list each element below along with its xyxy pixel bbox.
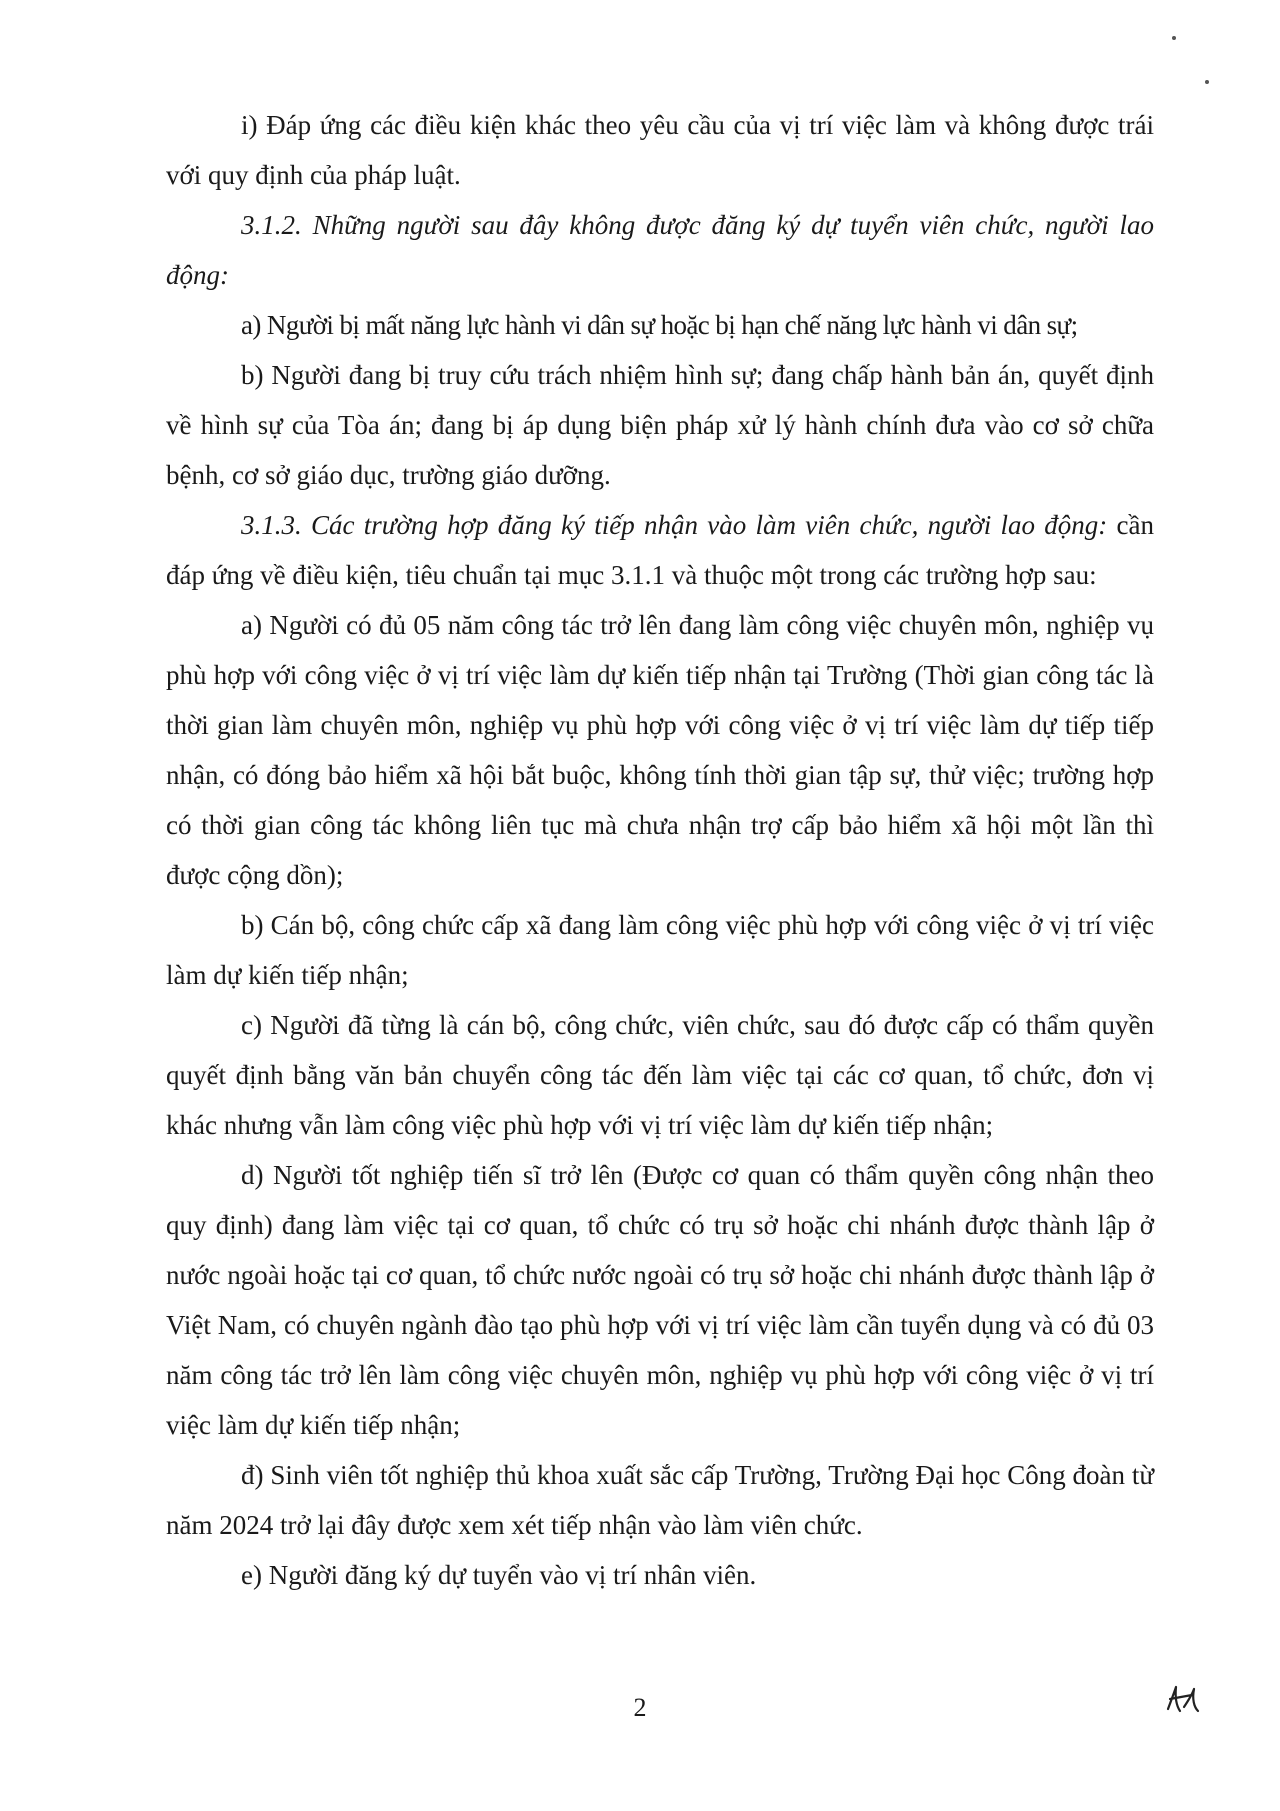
paragraph-3-1-3-d: d) Người tốt nghiệp tiến sĩ trở lên (Được cơ quan có thẩm quyền công nhận theo quy định) đang làm việc tại cơ quan, tổ chức có trụ sở hoặc chi nhánh được thành lập ở nước ngoài hoặc tại cơ quan, tổ chức nước ngoài có trụ sở hoặc chi nhánh được thành lập ở Việt Nam, có chuyên ngành đào tạo phù hợp với vị trí việc làm cần tuyển dụng và có đủ 03 năm công tác trở lên làm công việc chuyên môn, nghiệp vụ phù hợp với công việc ở vị trí việc làm dự kiến tiếp nhận;: [166, 1160, 1154, 1440]
heading-3-1-3: [166, 500, 1154, 600]
handwritten-initial-icon: [1162, 1683, 1202, 1717]
paragraph-3-1-3-dd: đ) Sinh viên tốt nghiệp thủ khoa xuất sắc cấp Trường, Trường Đại học Công đoàn từ năm 2024 trở lại đây được xem xét tiếp nhận vào làm viên chức.: [166, 1460, 1154, 1540]
paragraph-3-1-2-a: a) Người bị mất năng lực hành vi dân sự hoặc bị hạn chế năng lực hành vi dân sự;: [241, 310, 1078, 340]
paragraph-3-1-3-a: a) Người có đủ 05 năm công tác trở lên đang làm công việc chuyên môn, nghiệp vụ phù hợp với công việc ở vị trí việc làm dự kiến tiếp nhận tại Trường (Thời gian công tác là thời gian làm chuyên môn, nghiệp vụ phù hợp với công việc ở vị trí việc làm dự tiếp tiếp nhận, có đóng bảo hiểm xã hội bắt buộc, không tính thời gian tập sự, thử việc; trường hợp có thời gian công tác không liên tục mà chưa nhận trợ cấp bảo hiểm xã hội một lần thì được cộng dồn);: [166, 610, 1154, 890]
scan-speck: [1172, 36, 1176, 40]
paragraph-3-1-3-b: b) Cán bộ, công chức cấp xã đang làm công việc phù hợp với công việc ở vị trí việc làm dự kiến tiếp nhận;: [166, 910, 1154, 990]
paragraph-3-1-3-e: e) Người đăng ký dự tuyển vào vị trí nhân viên.: [241, 1560, 757, 1590]
paragraph-3-1-3-c: c) Người đã từng là cán bộ, công chức, viên chức, sau đó được cấp có thẩm quyền quyết định bằng văn bản chuyển công tác đến làm việc tại các cơ quan, tổ chức, đơn vị khác nhưng vẫn làm công việc phù hợp với vị trí việc làm dự kiến tiếp nhận;: [166, 1010, 1154, 1140]
heading-3-1-3-title: 3.1.3. Các trường hợp đăng ký tiếp nhận vào làm viên chức, người lao động:: [241, 510, 1108, 540]
heading-3-1-3-text: cần đáp ứng về điều kiện, tiêu chuẩn tại mục 3.1.1 và thuộc một trong các trường hợp sau:: [166, 510, 1154, 590]
page-number: 2: [633, 1693, 647, 1722]
paragraph-3-1-2-b: b) Người đang bị truy cứu trách nhiệm hình sự; đang chấp hành bản án, quyết định về hình sự của Tòa án; đang bị áp dụng biện pháp xử lý hành chính đưa vào cơ sở chữa bệnh, cơ sở giáo dục, trường giáo dưỡng.: [166, 360, 1154, 490]
heading-3-1-2: 3.1.2. Những người sau đây không được đăng ký dự tuyển viên chức, người lao động:: [166, 210, 1154, 290]
scan-speck: [1205, 80, 1209, 84]
document-body: [166, 100, 1154, 1600]
paragraph-i: i) Đáp ứng các điều kiện khác theo yêu cầu của vị trí việc làm và không được trái với quy định của pháp luật.: [166, 110, 1154, 190]
